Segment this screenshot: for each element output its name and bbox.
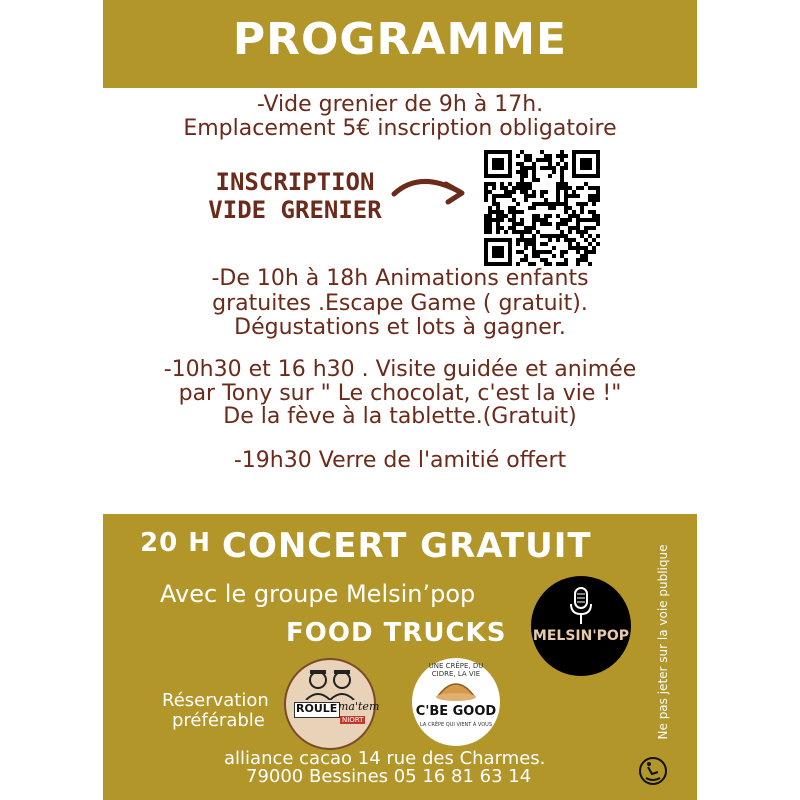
cbe-logo-arc: UNE CRÊPE, DU CIDRE, LA VIE: [428, 662, 484, 678]
roule-food-truck-logo: [284, 658, 380, 750]
program-line-visite-2: par Tony sur " Le chocolat, c'est la vie !": [178, 381, 622, 406]
melsinpop-logo: [531, 576, 631, 676]
disposal-note-container: [648, 540, 672, 750]
crepe-icon: [434, 676, 478, 702]
inscription-label-2: VIDE GRENIER: [208, 196, 382, 224]
program-line-animations-2: gratuites .Escape Game ( gratuit).: [212, 291, 588, 316]
arrow-right-icon: [390, 170, 470, 210]
program-line-visite-1: -10h30 et 16 h30 . Visite guidée et animée: [163, 357, 637, 382]
disposal-note: Ne pas jeter sur la voie publique: [656, 544, 670, 740]
cbe-good-logo: [412, 658, 500, 746]
no-litter-icon: [638, 756, 668, 786]
melsinpop-logo-text: MELSIN'POP: [532, 628, 630, 644]
page-title: PROGRAMME: [232, 14, 568, 65]
food-trucks-title: FOOD TRUCKS: [286, 618, 507, 648]
cbe-logo-name: C'BE GOOD: [415, 704, 497, 719]
roule-logo-tag: NIORT: [342, 716, 364, 724]
program-line-animations-1: -De 10h à 18h Animations enfants: [211, 266, 589, 291]
concert-title: CONCERT GRATUIT: [222, 526, 592, 566]
qr-code-icon[interactable]: [484, 150, 600, 266]
people-illustration-icon: [300, 668, 360, 700]
reservation-text-2: préférable: [172, 710, 265, 731]
concert-time: 20 H: [140, 528, 211, 558]
concert-group: Avec le groupe Melsin’pop: [160, 580, 476, 608]
roule-logo-script: ma'tem: [338, 700, 380, 713]
program-line-animations-3: Dégustations et lots à gagner.: [234, 315, 566, 340]
program-line-verre: -19h30 Verre de l'amitié offert: [233, 448, 567, 473]
program-line-vide-grenier: -Vide grenier de 9h à 17h.: [256, 92, 544, 117]
program-line-emplacement: Emplacement 5€ inscription obligatoire: [183, 116, 617, 141]
reservation-text-1: Réservation: [162, 690, 269, 711]
roule-logo-title: ROULE: [296, 702, 338, 715]
cbe-logo-tagline: LA CRÊPE QUI VIENT À VOUS: [419, 722, 492, 728]
program-line-visite-3: De la fève à la tablette.(Gratuit): [223, 404, 577, 429]
address-line-1: alliance cacao 14 rue des Charmes.: [224, 748, 546, 769]
microphone-icon: [567, 586, 595, 626]
inscription-label-1: INSCRIPTION: [215, 168, 375, 196]
address-line-2: 79000 Bessines 05 16 81 63 14: [246, 766, 532, 787]
